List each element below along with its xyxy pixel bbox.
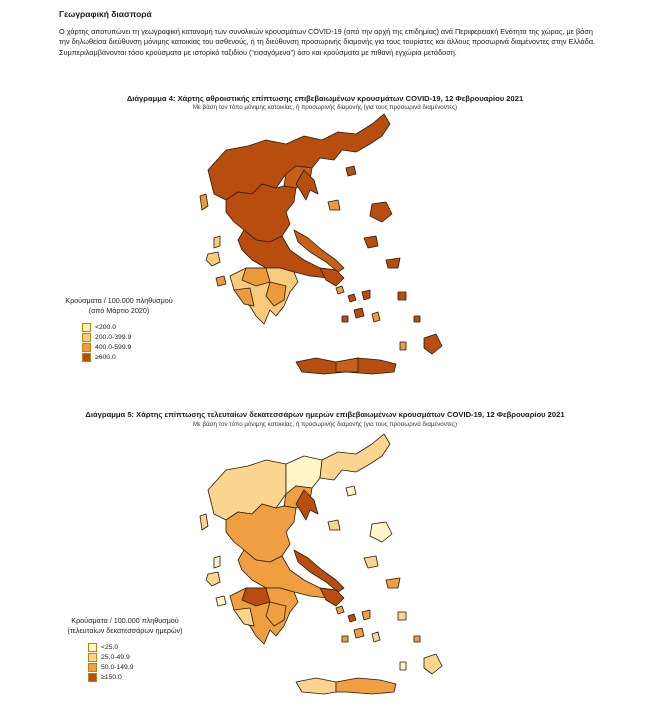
legend-swatch — [88, 663, 97, 672]
legend-item: <25.0 — [88, 642, 200, 652]
figure-4-subtitle: Με βάση τον τόπο μόνιμης κατοικίας, ή προσωρινής διαμονής (για τους προσωρινά διαμένοντες) — [192, 104, 458, 111]
figure-5-legend — [50, 616, 200, 682]
legend-swatch — [82, 343, 91, 352]
section-heading: Γεωγραφική διασπορά — [59, 9, 152, 19]
legend-item: ≥150.0 — [88, 672, 200, 682]
figure-5-subtitle: Με βάση τον τόπο μόνιμης κατοικίας, ή προσωρινής διαμονής (για τους προσωρινά διαμένοντες) — [192, 421, 458, 428]
figure-4-title: Διάγραμμα 4: Χάρτης αθροιστικής επίπτωσης επιβεβαιωμένων κρουσμάτων COVID-19, 12 Φεβρουαρίου 2021 — [126, 94, 524, 103]
legend-title: Κρούσματα / 100.000 πληθυσμού (από Μάρτιο 2020) — [65, 296, 173, 315]
intro-paragraph: Ο χάρτης αποτυπώνει τη γεωγραφική κατανομή των συνολικών κρουσμάτων COVID-19 (από την αρχή της επιδημίας) ανά Περιφερειακή Ενότητα της χώρας, με βάση την δηλωθείσα διεύθυνση μόνιμης κατοικίας του ασθενούς, ή τη διεύθυνση προσωρινής διαμονής για τους τουρίστες και άλλους προσωρινά διαμένοντες στην Ελλάδα. Συμπεριλαμβάνονται τόσο κρούσματα με ιστορικό ταξιδίου (“εισαγόμενα”) όσο και κρούσματα με πιθανή εγχώρια μετάδοση. — [59, 27, 596, 57]
legend-swatch — [82, 323, 91, 332]
legend-item: 25.0-49.9 — [88, 652, 200, 662]
legend-swatch — [88, 673, 97, 682]
greece-map-14day — [186, 430, 456, 710]
figure-5-title: Διάγραμμα 5: Χάρτης επίπτωσης τελευταίων δεκατεσσάρων ημερών επιβεβαιωμένων κρουσμάτων COVID-19, 12 Φεβρουαρίου 2021 — [85, 410, 565, 419]
legend-item: <200.0 — [82, 322, 194, 332]
legend-title: Κρούσματα / 100.000 πληθυσμού (τελευταίων δεκατεσσάρων ημερών) — [67, 616, 183, 635]
legend-item: 400.0-599.9 — [82, 342, 194, 352]
legend-item: 200.0-399.9 — [82, 332, 194, 342]
legend-swatch — [82, 333, 91, 342]
legend-item: ≥600.0 — [82, 352, 194, 362]
greece-map-cumulative — [186, 110, 456, 390]
legend-item: 50.0-149.9 — [88, 662, 200, 672]
legend-swatch — [88, 643, 97, 652]
figure-4-legend — [44, 296, 194, 362]
legend-swatch — [82, 353, 91, 362]
legend-swatch — [88, 653, 97, 662]
